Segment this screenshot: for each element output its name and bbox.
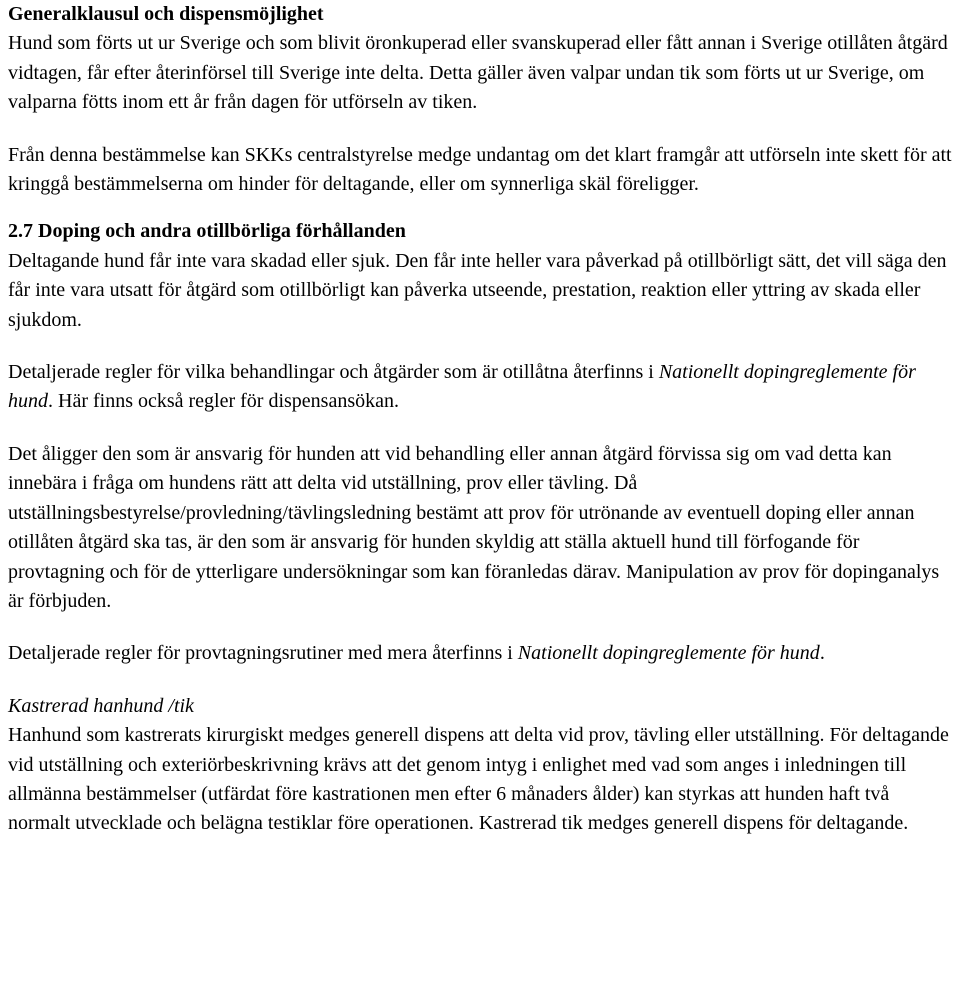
paragraph-doping-2 xyxy=(8,358,954,417)
paragraph-doping-4 xyxy=(8,639,954,668)
dopingreglemente-title-2: Nationellt dopingreglemente för hund xyxy=(517,642,820,665)
section-heading-kastrerad: Kastrerad hanhund /tik xyxy=(8,694,194,717)
paragraph-doping-2-tail: . Här finns också regler för dispensansökan. xyxy=(48,390,400,413)
paragraph-doping-2-text: Detaljerade regler för vilka behandlingar och åtgärder som är otillåtna återfinns i xyxy=(8,361,659,384)
section-heading-doping: 2.7 Doping och andra otillbörliga förhållanden xyxy=(8,220,406,243)
paragraph-doping-4-text: Detaljerade regler för provtagningsrutiner med mera återfinns i xyxy=(8,642,518,665)
paragraph-generalklausul-1: Hund som förts ut ur Sverige och som blivit öronkuperad eller svanskuperad eller fått annan i Sverige otillåten åtgärd vidtagen, får efter återinförsel till Sverige inte delta. Detta gäller även valpar undan tik som förts ut ur Sverige, om valparna fötts inom ett år från dagen för utförseln av tiken. xyxy=(8,32,948,114)
paragraph-doping-4-tail: . xyxy=(819,642,825,665)
section-heading-generalklausul: Generalklausul och dispensmöjlighet xyxy=(8,3,324,25)
paragraph-kastrerad-1: Hanhund som kastrerats kirurgiskt medges generell dispens att delta vid prov, tävling eller utställning. För deltagande vid utställning och exteriörbeskrivning krävs att det genom intyg i enlighet med vad som anges i inledningen till allmänna bestämmelser (utfärdat före kastrationen men efter 6 månaders ålder) kan styrkas att hunden haft två normalt utvecklade och belägna testiklar före operationen. Kastrerad tik medges generell dispens för deltagande. xyxy=(8,724,949,835)
paragraph-doping-3: Det åligger den som är ansvarig för hunden att vid behandling eller annan åtgärd förvissa sig om vad detta kan innebära i fråga om hundens rätt att delta vid utställning, prov eller tävling. Då utställningsbestyrelse/provledning/tävlingsledning bestämt att prov för utrönande av eventuell doping eller annan otillåten åtgärd ska tas, är den som är ansvarig för hunden skyldig att ställa aktuell hund till förfogande för provtagning och för de ytterligare undersökningar som kan föranledas därav. Manipulation av prov för dopinganalys är förbjuden. xyxy=(8,442,940,612)
paragraph-generalklausul-2: Från denna bestämmelse kan SKKs centralstyrelse medge undantag om det klart framgår att utförseln inte skett för att kringgå bestämmelserna om hinder för deltagande, eller om synnerliga skäl föreligger. xyxy=(8,143,952,196)
dopingreglemente-title: Nationellt dopingreglemente för hund xyxy=(8,361,916,413)
paragraph-doping-1: Deltagande hund får inte vara skadad eller sjuk. Den får inte heller vara påverkad på otillbörligt sätt, det vill säga den får inte vara utsatt för åtgärd som otillbörligt kan påverka utseende, prestation, reaktion eller yttring av skada eller sjukdom. xyxy=(8,249,947,331)
document-page xyxy=(8,0,954,839)
